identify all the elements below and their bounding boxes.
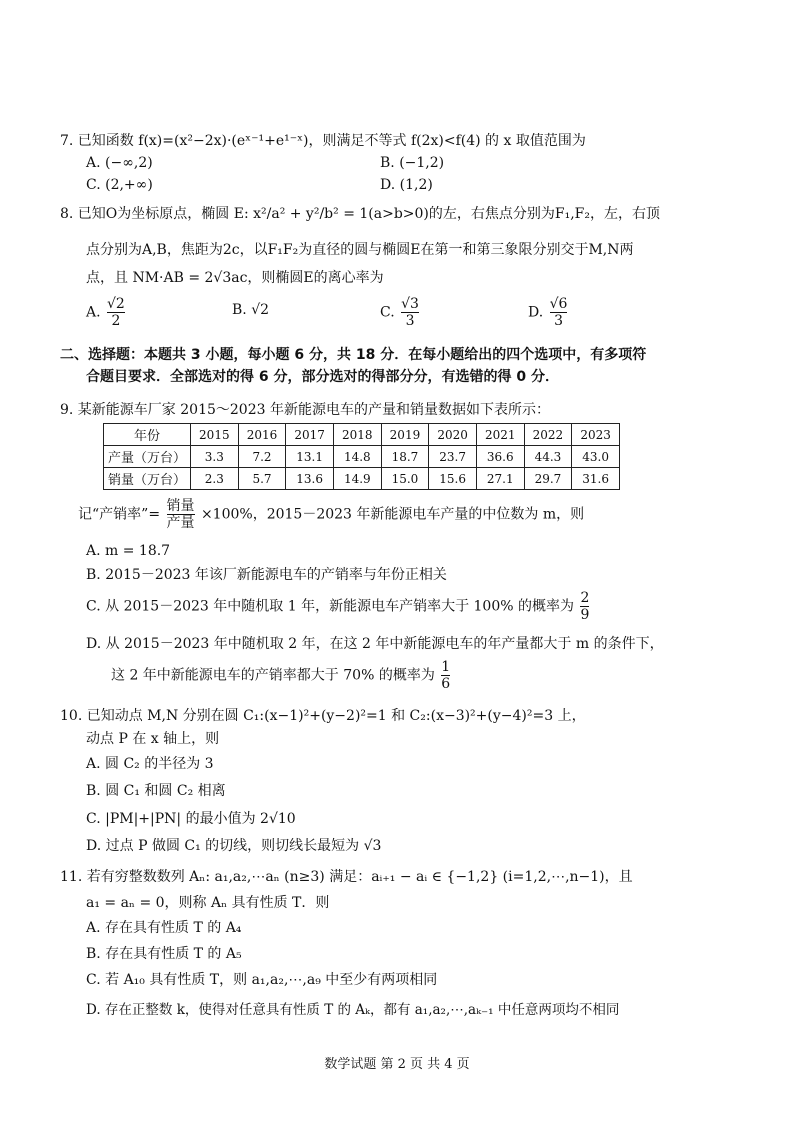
section2-heading-line2: 合题目要求．全部选对的得 6 分，部分选对的得部分分，有选错的得 0 分．: [86, 369, 559, 385]
q9-definition: 记“产销率”= $\frac{\text{销量}}{\text{产量}}$ ×100%，2015－2023 年新能源电车产量的中位数为 m，则: [78, 498, 585, 531]
q10-option-c: C. |PM|+|PN| 的最小值为 2√10: [86, 811, 296, 827]
page-footer: 数学试题 第 2 页 共 4 页: [324, 1057, 470, 1072]
table-cell: 7.2: [238, 446, 286, 468]
table-cell: 13.6: [286, 468, 334, 490]
table-cell: 27.1: [476, 468, 524, 490]
q8-option-b: B. √2: [232, 302, 270, 318]
q11-option-c: C. 若 A₁₀ 具有性质 T，则 a₁,a₂,⋯,a₉ 中至少有两项相同: [86, 972, 438, 988]
table-cell: 5.7: [238, 468, 286, 490]
q7-option-d: D. (1,2): [380, 177, 433, 193]
q11-stem-line1: 11. 若有穷整数数列 Aₙ: a₁,a₂,⋯aₙ (n≥3) 满足：aᵢ₊₁ − aᵢ ∈ {−1,2} (i=1,2,⋯,n−1)，且: [60, 869, 633, 885]
table-cell: 14.9: [333, 468, 381, 490]
q9-option-d-line1: D. 从 2015－2023 年中随机取 2 年，在这 2 年中新能源电车的年产量都大于 m 的条件下，: [86, 636, 664, 652]
q8-stem-line1: 8. 已知O为坐标原点，椭圆 E: x²/a² + y²/b² = 1(a>b>0)的左，右焦点分别为F₁,F₂，左，右顶: [60, 206, 660, 222]
table-cell: 44.3: [524, 446, 572, 468]
table-cell: 3.3: [191, 446, 239, 468]
table-row: [104, 446, 620, 468]
table-cell: 2017: [286, 424, 334, 446]
q7-option-c: C. (2,+∞): [86, 177, 153, 193]
q8-stem-line2: 点分别为A,B，焦距为2c，以F₁F₂为直径的圆与椭圆E在第一和第三象限分别交于M,N两: [86, 242, 634, 258]
q10-stem-line1: 10. 已知动点 M,N 分别在圆 C₁:(x−1)²+(y−2)²=1 和 C₂:(x−3)²+(y−4)²=3 上，: [60, 708, 586, 724]
q10-stem-line2: 动点 P 在 x 轴上，则: [86, 731, 220, 747]
table-cell: 年份: [104, 424, 191, 446]
table-cell: 2020: [429, 424, 477, 446]
section2-heading-line1: 二、选择题：本题共 3 小题，每小题 6 分，共 18 分．在每小题给出的四个选项中，有多项符: [60, 347, 647, 363]
q8-stem-line3: 点，且 NM·AB = 2√3ac，则椭圆E的离心率为: [86, 270, 384, 286]
table-cell: 2022: [524, 424, 572, 446]
table-header-row: [104, 424, 620, 446]
table-cell: 2015: [191, 424, 239, 446]
table-cell: 产量（万台）: [104, 446, 191, 468]
table-cell: 2023: [572, 424, 620, 446]
table-cell: 2021: [476, 424, 524, 446]
q11-option-b: B. 存在具有性质 T 的 A₅: [86, 946, 242, 962]
q9-stem: 9. 某新能源车厂家 2015～2023 年新能源电车的产量和销量数据如下表所示：: [60, 402, 550, 418]
table-cell: 2019: [381, 424, 429, 446]
table-cell: 43.0: [572, 446, 620, 468]
q7-option-a: A. (−∞,2): [86, 155, 153, 171]
table-cell: 31.6: [572, 468, 620, 490]
table-cell: 2018: [333, 424, 381, 446]
q9-option-a: A. m = 18.7: [86, 543, 171, 559]
table-cell: 13.1: [286, 446, 334, 468]
table-cell: 36.6: [476, 446, 524, 468]
q8-option-a: A. $\frac{√2}{2}$: [86, 296, 125, 329]
q10-option-b: B. 圆 C₁ 和圆 C₂ 相离: [86, 783, 226, 799]
table-row: [104, 468, 620, 490]
table-cell: 15.6: [429, 468, 477, 490]
q9-data-table: [103, 423, 620, 490]
q8-option-c: C. $\frac{√3}{3}$: [380, 296, 419, 329]
q8-option-d: D. $\frac{√6}{3}$: [528, 296, 568, 329]
table-cell: 15.0: [381, 468, 429, 490]
q11-option-d: D. 存在正整数 k，使得对任意具有性质 T 的 Aₖ，都有 a₁,a₂,⋯,aₖ₋₁ 中任意两项均不相同: [86, 1002, 620, 1018]
table-cell: 销量（万台）: [104, 468, 191, 490]
table-cell: 18.7: [381, 446, 429, 468]
q9-option-d-line2: 这 2 年中新能源电车的产销率都大于 70% 的概率为 $\frac{1}{6}$: [111, 659, 451, 692]
q9-option-c: C. 从 2015－2023 年中随机取 1 年，新能源电车产销率大于 100% 的概率为 $\frac{2}{9}$: [86, 590, 590, 623]
q7-stem: 7. 已知函数 f(x)=(x²−2x)·(eˣ⁻¹+e¹⁻ˣ)，则满足不等式 f(2x)<f(4) 的 x 取值范围为: [60, 133, 586, 149]
q10-option-a: A. 圆 C₂ 的半径为 3: [86, 756, 214, 772]
q10-option-d: D. 过点 P 做圆 C₁ 的切线，则切线长最短为 √3: [86, 838, 382, 854]
table-cell: 14.8: [333, 446, 381, 468]
table-cell: 2.3: [191, 468, 239, 490]
q11-stem-line2: a₁ = aₙ = 0，则称 Aₙ 具有性质 T．则: [86, 895, 330, 911]
table-cell: 23.7: [429, 446, 477, 468]
table-cell: 29.7: [524, 468, 572, 490]
q9-option-b: B. 2015－2023 年该厂新能源电车的产销率与年份正相关: [86, 567, 447, 583]
table-cell: 2016: [238, 424, 286, 446]
q11-option-a: A. 存在具有性质 T 的 A₄: [86, 920, 242, 936]
q7-option-b: B. (−1,2): [380, 155, 445, 171]
